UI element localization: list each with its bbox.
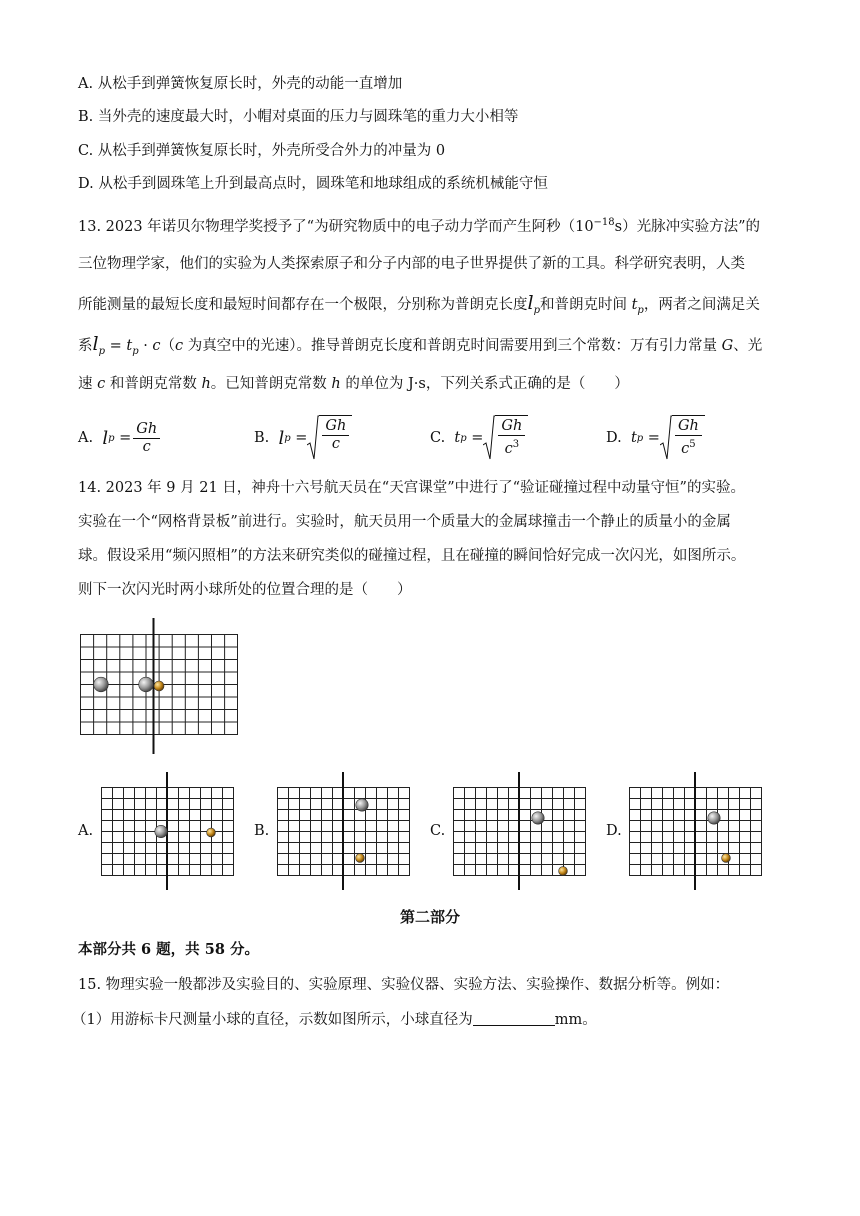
- q14-option-a-label: A.: [78, 823, 94, 839]
- symbol-l: l: [92, 333, 99, 355]
- small-ball: [559, 867, 568, 876]
- square-root: [307, 415, 352, 461]
- q14-option-c-label: C.: [430, 823, 446, 839]
- q12-option-b: B. 当外壳的速度最大时，小帽对桌面的压力与圆珠笔的重力大小相等: [78, 109, 519, 125]
- symbol-p-sub: p: [132, 346, 139, 357]
- power-exponent: −18: [593, 217, 615, 228]
- symbol-t: t: [454, 430, 461, 446]
- q14-option-a-figure[interactable]: [101, 772, 236, 890]
- q13-text: 。已知普朗克常数: [210, 376, 332, 392]
- fraction: [322, 418, 349, 453]
- equals-sign: =: [295, 430, 308, 446]
- q13-text: 为真空中的光速）。推导普朗克长度和普朗克时间需要用到三个常数：万有引力常量: [183, 338, 722, 354]
- q13-line-3: [78, 293, 760, 321]
- big-ball-at-collision: [139, 677, 154, 692]
- symbol-p-sub: p: [284, 432, 291, 444]
- symbol-c: c: [175, 338, 184, 354]
- symbol-g: G: [721, 338, 734, 354]
- option-label: D.: [606, 430, 622, 446]
- q12-option-c: C. 从松手到弹簧恢复原长时，外壳所受合外力的冲量为 0: [78, 143, 446, 159]
- q14-option-d-label: D.: [606, 823, 622, 839]
- symbol-p-sub: p: [533, 305, 540, 316]
- power-unit: s: [614, 219, 623, 235]
- fraction: [675, 418, 702, 458]
- q13-text: 和普朗克常数: [105, 376, 202, 392]
- symbol-c: c: [97, 376, 106, 392]
- fraction: [498, 418, 525, 458]
- fraction-numerator: Gh: [322, 418, 349, 436]
- big-ball: [708, 812, 720, 824]
- symbol-h: h: [201, 376, 211, 392]
- q13-text: 13. 2023 年诺贝尔物理学奖授予了“为研究物质中的电子动力学而产生阿秒（: [78, 219, 576, 235]
- collision-grid-figure: [80, 618, 240, 754]
- radical-sign-icon: [307, 415, 319, 461]
- symbol-p-sub: p: [460, 432, 467, 444]
- q14-option-c-figure[interactable]: [453, 772, 588, 890]
- q14-line-1: 14. 2023 年 9 月 21 日，神舟十六号航天员在“天宫课堂”中进行了“验证碰撞过程中动量守恒”的实验。: [78, 480, 745, 496]
- attosecond-expression: [575, 219, 622, 235]
- option-label: A.: [78, 430, 94, 446]
- q15-line-1: 15. 物理实验一般都涉及实验目的、实验原理、实验仪器、实验方法、实验操作、数据分析等。例如：: [78, 977, 730, 993]
- equals-sign: =: [471, 430, 484, 446]
- fraction-denominator: [502, 436, 523, 458]
- q14-line-4: 则下一次闪光时两小球所处的位置合理的是（ ）: [78, 582, 412, 598]
- q13-text: 、光: [733, 338, 763, 354]
- big-ball: [532, 812, 544, 824]
- symbol-p-sub: p: [108, 432, 115, 444]
- q13-line-1: [78, 213, 760, 237]
- denominator-base: c: [681, 441, 690, 457]
- equals-sign: =: [647, 430, 660, 446]
- q13-text: 速: [78, 376, 98, 392]
- square-root: [660, 415, 705, 461]
- square-root: [483, 415, 528, 461]
- q13-text: 系: [78, 338, 93, 354]
- fraction-denominator: c: [331, 436, 340, 452]
- symbol-t: t: [126, 338, 133, 354]
- denominator-base: c: [504, 441, 513, 457]
- fraction-numerator: Gh: [675, 418, 702, 436]
- q14-option-b-figure[interactable]: [277, 772, 412, 890]
- q13-option-b[interactable]: [254, 412, 352, 464]
- q13-text: 所能测量的最短长度和最短时间都存在一个极限，分别称为普朗克长度: [78, 297, 528, 313]
- fraction-denominator: c: [142, 438, 151, 455]
- q13-text: 的单位为 J·s，下列关系式正确的是（ ）: [340, 376, 629, 392]
- small-ball: [356, 854, 365, 863]
- small-ball: [722, 854, 731, 863]
- symbol-p-sub: p: [98, 346, 105, 357]
- symbol-l: l: [102, 427, 109, 449]
- denominator-exponent: 5: [689, 439, 696, 450]
- power-base: 10: [575, 219, 594, 235]
- answer-blank[interactable]: [473, 1011, 555, 1026]
- radical-sign-icon: [660, 415, 672, 461]
- big-ball: [155, 825, 167, 837]
- section-summary: 本部分共 6 题，共 58 分。: [78, 941, 259, 958]
- dot-operator: ·: [143, 338, 148, 354]
- q13-option-c[interactable]: [430, 412, 528, 464]
- symbol-p-sub: p: [637, 305, 644, 316]
- symbol-l: l: [527, 292, 534, 314]
- q15-text: mm。: [554, 1012, 597, 1028]
- q13-option-a[interactable]: [78, 412, 162, 464]
- q13-text: （: [160, 338, 176, 354]
- big-ball: [356, 799, 368, 811]
- fraction-denominator: [678, 436, 699, 458]
- fraction-numerator: Gh: [498, 418, 525, 436]
- symbol-t: t: [630, 430, 637, 446]
- q12-option-a: A. 从松手到弹簧恢复原长时，外壳的动能一直增加: [78, 76, 403, 92]
- symbol-c: c: [152, 338, 161, 354]
- symbol-h: h: [331, 376, 341, 392]
- option-label: B.: [254, 430, 270, 446]
- q14-line-3: 球。假设采用“频闪照相”的方法来研究类似的碰撞过程，且在碰撞的瞬间恰好完成一次闪光，如图所示。: [78, 548, 746, 564]
- q15-line-2: [72, 1010, 597, 1030]
- q15-text: （1）用游标卡尺测量小球的直径，示数如图所示，小球直径为: [72, 1012, 473, 1028]
- q12-option-d: D. 从松手到圆珠笔上升到最高点时，圆珠笔和地球组成的系统机械能守恒: [78, 176, 548, 192]
- q13-line-4: [78, 334, 762, 362]
- radical-sign-icon: [483, 415, 495, 461]
- q13-line-2: 三位物理学家，他们的实验为人类探索原子和分子内部的电子世界提供了新的工具。科学研究表明，人类: [78, 256, 745, 272]
- q13-text: ，两者之间满足关: [643, 297, 760, 313]
- q13-text: 和普朗克时间: [539, 297, 627, 313]
- big-ball-before: [94, 677, 109, 692]
- fraction: [133, 421, 160, 456]
- q13-text: ）光脉冲实验方法”的: [622, 219, 761, 235]
- equals-sign: =: [119, 430, 132, 446]
- symbol-t: t: [631, 297, 638, 313]
- q14-option-d-figure[interactable]: [629, 772, 764, 890]
- denominator-exponent: 3: [512, 439, 520, 450]
- q14-option-b-label: B.: [254, 823, 270, 839]
- small-ball: [207, 828, 216, 837]
- symbol-l: l: [278, 427, 285, 449]
- q14-line-2: 实验在一个“网格背景板”前进行。实验时，航天员用一个质量大的金属球撞击一个静止的质量小的金属: [78, 514, 731, 530]
- section-heading: 第二部分: [399, 908, 460, 926]
- symbol-p-sub: p: [636, 432, 644, 444]
- option-label: C.: [430, 430, 446, 446]
- equals-sign: =: [109, 338, 122, 354]
- small-ball: [154, 681, 164, 691]
- q13-option-d[interactable]: [606, 412, 705, 464]
- fraction-numerator: Gh: [133, 421, 160, 439]
- q13-line-5: [78, 374, 629, 394]
